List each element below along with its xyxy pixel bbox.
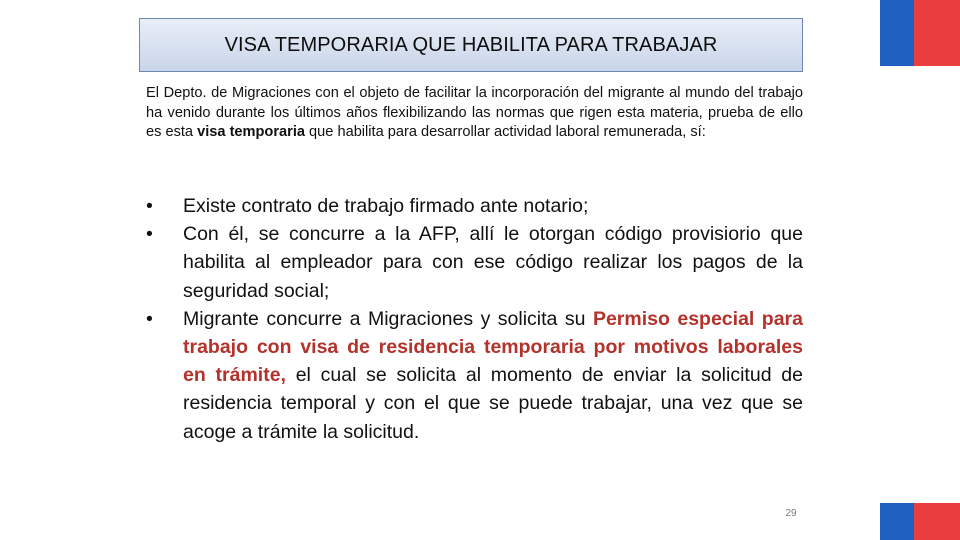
list-item-text-start: Migrante concurre a Migraciones y solicita su	[183, 307, 593, 330]
flag-stripe-bottom	[880, 503, 960, 540]
list-item	[146, 192, 803, 220]
intro-text-end: que habilita para desarrollar actividad laboral remunerada, sí:	[305, 124, 706, 140]
intro-bold-term: visa temporaria	[197, 124, 305, 140]
intro-paragraph	[146, 84, 803, 143]
permit-highlight: Permiso especial para trabajo con visa de residencia temporaria por motivos laborales en trámite,	[183, 307, 803, 387]
bullet-marker: •	[146, 195, 153, 217]
list-item-text	[183, 305, 803, 446]
flag-red-block	[914, 503, 960, 540]
list-item-text: Con él, se concurre a la AFP, allí le otorgan código provisiorio que habilita al empleador para con ese código realizar los pagos de la seguridad social;	[183, 223, 803, 302]
flag-blue-block	[880, 503, 914, 540]
flag-red-block	[914, 0, 960, 66]
intro-text: El Depto. de Migraciones con el objeto de facilitar la incorporación del migrante al mundo del trabajo ha venido durante los últimos años flexibilizando las normas que rigen esta materia, prueba de ello es esta	[146, 85, 803, 140]
list-item	[146, 220, 803, 305]
flag-blue-block	[880, 0, 914, 66]
list-item-text: Existe contrato de trabajo firmado ante notario;	[183, 195, 589, 217]
page-number: 29	[785, 508, 797, 519]
slide-title: VISA TEMPORARIA QUE HABILITA PARA TRABAJAR	[224, 33, 718, 56]
slide-title-box	[139, 18, 803, 72]
list-item-text-end: el cual se solicita al momento de enviar la solicitud de residencia temporal y con el que se puede trabajar, una vez que se acoge a trámite la solicitud.	[183, 364, 803, 443]
list-item	[146, 305, 803, 446]
requirements-list	[146, 192, 803, 446]
flag-stripe-top	[880, 0, 960, 66]
bullet-marker: •	[146, 307, 153, 330]
bullet-marker: •	[146, 223, 153, 246]
